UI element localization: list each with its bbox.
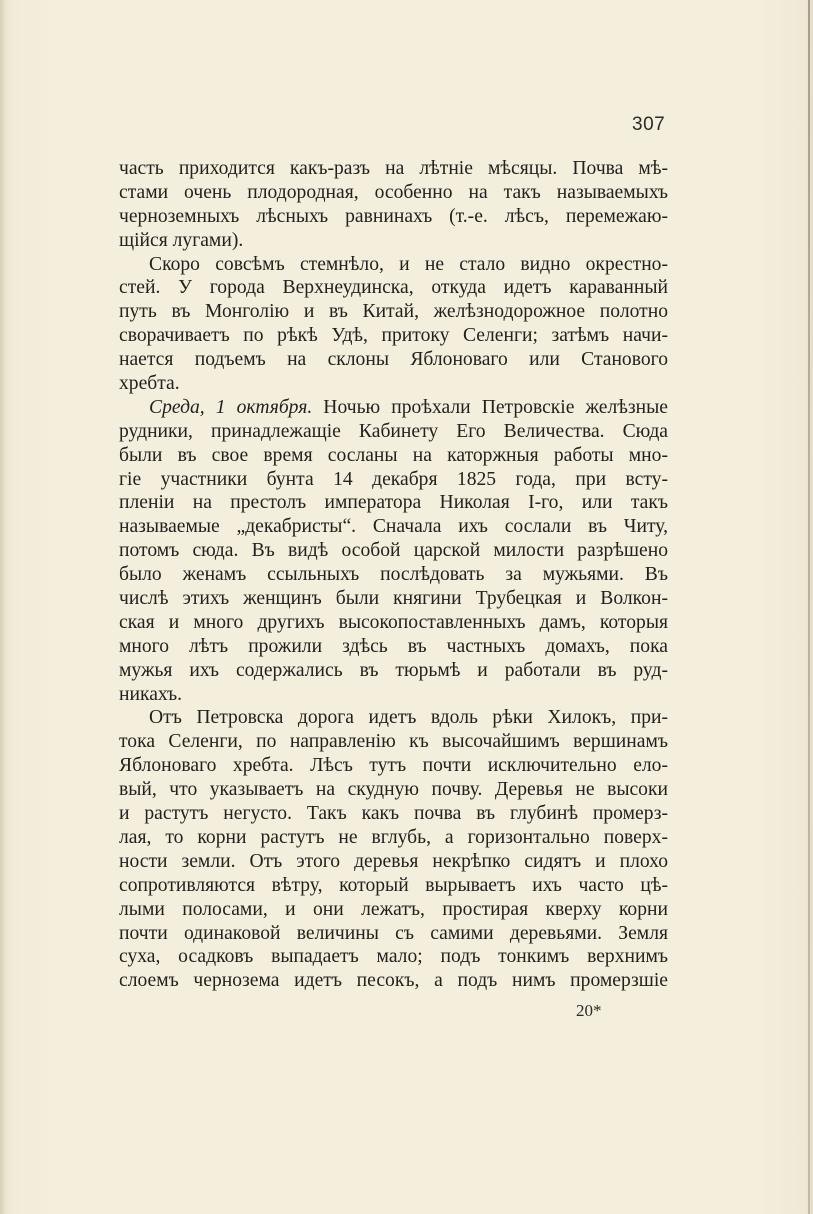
- text-line: рудники, принадлежащіе Кабинету Его Величества. Сюда: [119, 420, 668, 442]
- page-gutter-shadow: [0, 0, 6, 1214]
- text-line: сопротивляются вѣтру, который вырываетъ ихъ часто цѣ-: [119, 874, 668, 896]
- text-line: щійся лугами).: [119, 229, 244, 251]
- printer-signature-mark: 20*: [576, 1001, 602, 1020]
- text-line: гіе участники бунта 14 декабря 1825 года, при всту-: [119, 468, 668, 490]
- text-line: стами очень плодородная, особенно на такъ называемыхъ: [119, 181, 668, 203]
- text-line: нается подъемъ на склоны Яблоноваго или Станового: [119, 349, 668, 371]
- text-line: тока Селенги, по направленію къ высочайшимъ вершинамъ: [119, 731, 668, 753]
- text-line: Отъ Петровска дорога идетъ вдоль рѣки Хилокъ, при-: [149, 707, 668, 729]
- text-line: потомъ сюда. Въ видѣ особой царской милости разрѣшено: [119, 540, 668, 562]
- text-line: хребта.: [119, 373, 180, 395]
- text-line: пленіи на престолъ императора Николая I-го, или такъ: [119, 492, 668, 514]
- body-text: [119, 157, 668, 993]
- text-line: называемые „декабристы“. Сначала ихъ сослали въ Читу,: [119, 516, 668, 538]
- date-heading: Среда, 1 октября.: [149, 396, 313, 418]
- text-line: суха, осадковъ выпадаетъ мало; подъ тонкимъ верхнимъ: [119, 946, 668, 968]
- text-line: стей. У города Верхнеудинска, откуда идетъ караванный: [119, 277, 668, 299]
- text-line: никахъ.: [119, 683, 182, 705]
- text-line: были въ свое время сосланы на каторжныя работы мно-: [119, 444, 668, 466]
- page-number: 307: [632, 114, 666, 135]
- text-line: было женамъ ссыльныхъ послѣдовать за мужьями. Въ: [119, 564, 668, 586]
- text-line: лая, то корни растутъ не вглубь, а горизонтально поверх-: [119, 826, 668, 848]
- text-line: и растутъ негусто. Такъ какъ почва въ глубинѣ промерз-: [119, 803, 668, 825]
- text-line: слоемъ чернозема идетъ песокъ, а подъ нимъ промерзшіе: [119, 970, 668, 992]
- text-line: почти одинаковой величины съ самими деревьями. Земля: [119, 922, 668, 944]
- text-line: Среда, 1 октября. Ночью проѣхали Петровскіе желѣзные: [149, 396, 668, 418]
- text-line: Скоро совсѣмъ стемнѣло, и не стало видно окрестно-: [149, 253, 668, 275]
- text-line: Яблоноваго хребта. Лѣсъ тутъ почти исключительно ело-: [119, 755, 668, 777]
- page-edge: [808, 0, 810, 1214]
- text-line: черноземныхъ лѣсныхъ равнинахъ (т.-е. лѣсъ, перемежаю-: [119, 205, 668, 227]
- text-line: сворачиваетъ по рѣкѣ Удѣ, притоку Селенги; затѣмъ начи-: [119, 325, 668, 347]
- text-line: вый, что указываетъ на скудную почву. Деревья не высоки: [119, 779, 668, 801]
- text-line: лыми полосами, и они лежатъ, простирая кверху корни: [119, 898, 668, 920]
- text-line: часть приходится какъ-разъ на лѣтніе мѣсяцы. Почва мѣ-: [119, 158, 668, 179]
- text-line: много лѣтъ прожили здѣсь въ частныхъ домахъ, пока: [119, 635, 668, 657]
- text-line: путь въ Монголію и въ Китай, желѣзнодорожное полотно: [119, 301, 668, 323]
- text-line: ская и много другихъ высокопоставленныхъ дамъ, которыя: [119, 611, 668, 633]
- text-line: числѣ этихъ женщинъ были княгини Трубецкая и Волкон-: [119, 588, 668, 610]
- text-line: мужья ихъ содержались въ тюрьмѣ и работали въ руд-: [119, 659, 668, 681]
- text-line: ности земли. Отъ этого деревья некрѣпко сидятъ и плохо: [119, 850, 668, 872]
